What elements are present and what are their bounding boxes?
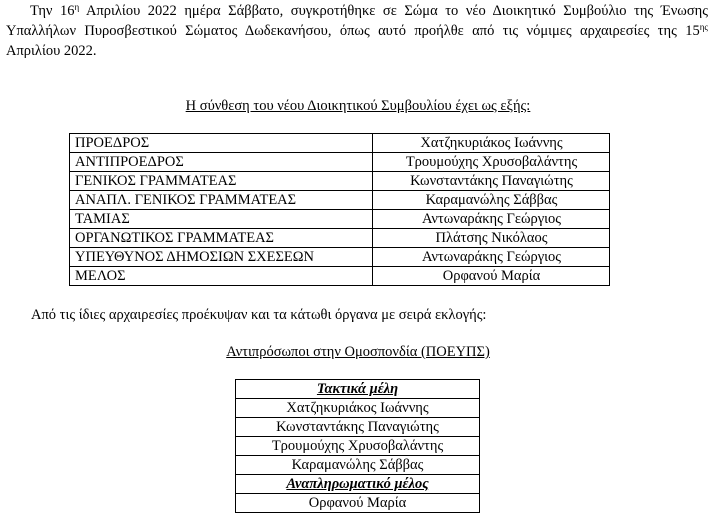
table-row (236, 380, 480, 399)
intro-text-start: Την 16 (30, 3, 75, 19)
board-member-name: Χατζηκυριάκος Ιωάννης (373, 134, 610, 153)
substitute-member-label: Αναπληρωματικό μέλος (236, 475, 480, 494)
representatives-heading: Αντιπρόσωποι στην Ομοσπονδία (ΠΟΕΥΠΣ) (226, 344, 490, 360)
board-role: ΠΡΟΕΔΡΟΣ (70, 134, 373, 153)
intro-ordinal-suffix: η (74, 2, 80, 12)
regular-members-label: Τακτικά μέλη (236, 380, 480, 399)
intro-ordinal-suffix-2: ης (699, 22, 708, 32)
representatives-table (235, 379, 480, 513)
table-row (236, 418, 480, 437)
table-row (70, 210, 610, 229)
table-row (70, 134, 610, 153)
board-role: ΟΡΓΑΝΩΤΙΚΟΣ ΓΡΑΜΜΑΤΕΑΣ (70, 229, 373, 248)
regular-member-name: Τρουμούχης Χρυσοβαλάντης (236, 437, 480, 456)
regular-member-name: Χατζηκυριάκος Ιωάννης (236, 399, 480, 418)
regular-member-name: Κωνσταντάκης Παναγιώτης (236, 418, 480, 437)
board-role: ΑΝΤΙΠΡΟΕΔΡΟΣ (70, 153, 373, 172)
board-table (69, 133, 610, 286)
board-member-name: Κωνσταντάκης Παναγιώτης (373, 172, 610, 191)
board-member-name: Καραμανώλης Σάββας (373, 191, 610, 210)
board-member-name: Πλάτσης Νικόλαος (373, 229, 610, 248)
table-row (236, 437, 480, 456)
table-row (70, 229, 610, 248)
table-row (70, 153, 610, 172)
regular-member-name: Καραμανώλης Σάββας (236, 456, 480, 475)
table-row (70, 248, 610, 267)
composition-heading: Η σύνθεση του νέου Διοικητικού Συμβουλίου έχει ως εξής: (185, 98, 531, 114)
board-member-name: Αντωναράκης Γεώργιος (373, 210, 610, 229)
board-member-name: Αντωναράκης Γεώργιος (373, 248, 610, 267)
substitute-member-name: Ορφανού Μαρία (236, 494, 480, 513)
board-role: ΥΠΕΥΘΥΝΟΣ ΔΗΜΟΣΙΩΝ ΣΧΕΣΕΩΝ (70, 248, 373, 267)
board-role: ΑΝΑΠΛ. ΓΕΝΙΚΟΣ ΓΡΑΜΜΑΤΕΑΣ (70, 191, 373, 210)
board-member-name: Τρουμούχης Χρυσοβαλάντης (373, 153, 610, 172)
bodies-intro-text: Από τις ίδιες αρχαιρεσίες προέκυψαν και τα κάτωθι όργανα με σειρά εκλογής: (31, 307, 487, 323)
table-row (70, 191, 610, 210)
board-role: ΤΑΜΙΑΣ (70, 210, 373, 229)
table-row (236, 475, 480, 494)
table-row (236, 494, 480, 513)
table-row (70, 172, 610, 191)
board-role: ΓΕΝΙΚΟΣ ΓΡΑΜΜΑΤΕΑΣ (70, 172, 373, 191)
table-row (236, 456, 480, 475)
board-member-name: Ορφανού Μαρία (373, 267, 610, 286)
board-role: ΜΕΛΟΣ (70, 267, 373, 286)
intro-text-end: Απριλίου 2022. (6, 43, 97, 59)
intro-paragraph (6, 1, 708, 61)
table-row (236, 399, 480, 418)
table-row (70, 267, 610, 286)
intro-text-middle: Απριλίου 2022 ημέρα Σάββατο, συγκροτήθηκε σε Σώμα το νέο Διοικητικό Συμβούλιο της Ένωσης Υπαλλήλων Πυροσβεστικού Σώματος Δωδεκανήσου, όπως αυτό προήλθε από τις νόμιμες αρχαιρεσίες της 15 (6, 3, 708, 39)
